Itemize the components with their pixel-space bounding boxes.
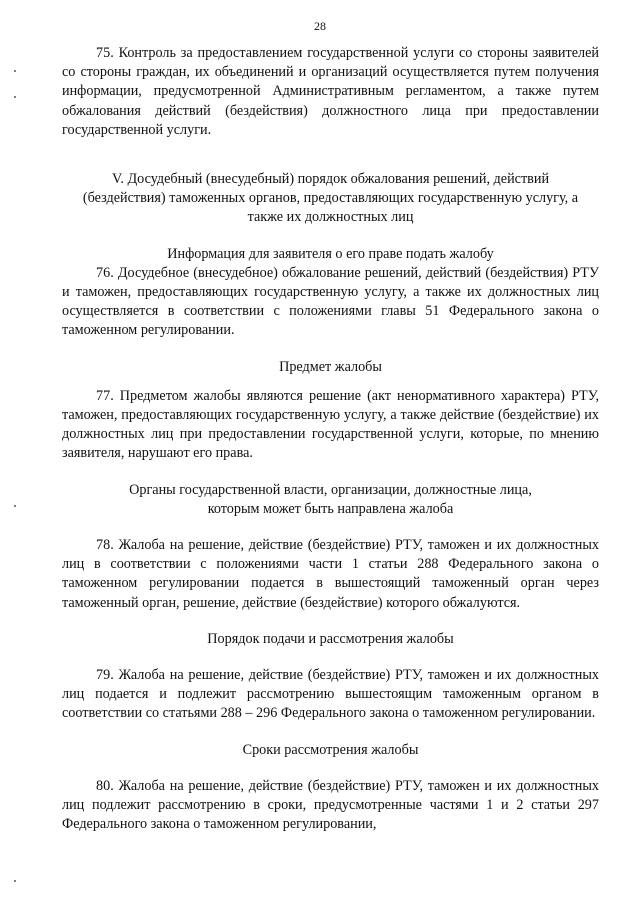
- paragraph-78: 78. Жалоба на решение, действие (бездействие) РТУ, таможен и их должностных лиц в соответствии с положениями части 1 статьи 288 Федерального закона о таможенном регулировании подается в вышестоящий таможенный орган через таможенный орган, решение, действие (бездействие) которого обжалуются.: [62, 537, 599, 611]
- subheading-info-right: Информация для заявителя о его праве подать жалобу: [167, 245, 494, 262]
- paragraph-80: 80. Жалоба на решение, действие (бездействие) РТУ, таможен и их должностных лиц подлежит рассмотрению в сроки, предусмотренные частями 1 и 2 статьи 297 Федерального закона о таможенном регулировании,: [62, 777, 599, 833]
- scan-mark: [14, 880, 16, 882]
- subheading-terms: Сроки рассмотрения жалобы: [242, 741, 419, 758]
- subheading-procedure: Порядок подачи и рассмотрения жалобы: [207, 630, 454, 647]
- document-body: [62, 44, 599, 835]
- scan-mark: [14, 70, 16, 72]
- section-heading-v: V. Досудебный (внесудебный) порядок обжалования решений, действий (бездействия) таможенных органов, предоставляющих государственную услугу, а также их должностных лиц: [82, 171, 579, 226]
- page-number: 28: [314, 19, 326, 33]
- paragraph-79: 79. Жалоба на решение, действие (бездействие) РТУ, таможен и их должностных лиц подается и подлежит рассмотрению вышестоящим таможенным органом в соответствии со статьями 288 – 296 Федерального закона о таможенном регулировании.: [62, 667, 599, 722]
- paragraph-75: 75. Контроль за предоставлением государственной услуги со стороны заявителей со стороны граждан, их объединений и организаций осуществляется путем получения информации, предусмотренной Административным регламентом, а также путем обжалования действий (бездействия) должностного лица при предоставлении государственной услуги.: [62, 45, 599, 138]
- scan-mark: [14, 96, 16, 98]
- scan-mark: [14, 505, 16, 507]
- paragraph-77: 77. Предметом жалобы являются решение (акт ненормативного характера) РТУ, таможен, предоставляющих государственную услугу, а также действие (бездействие) их должностных лиц при предоставлении государственной услуги, которые, по мнению заявителя, нарушают его права.: [62, 387, 599, 462]
- subheading-bodies: Органы государственной власти, организации, должностные лица, которым может быть направлена жалоба: [129, 481, 532, 517]
- subheading-subject: Предмет жалобы: [279, 358, 382, 375]
- paragraph-76: 76. Досудебное (внесудебное) обжалование решений, действий (бездействия) РТУ и таможен, предоставляющих государственную услугу, а также их должностных лиц осуществляется в соответствии с положениями главы 51 Федерального закона о таможенном регулировании.: [62, 264, 599, 339]
